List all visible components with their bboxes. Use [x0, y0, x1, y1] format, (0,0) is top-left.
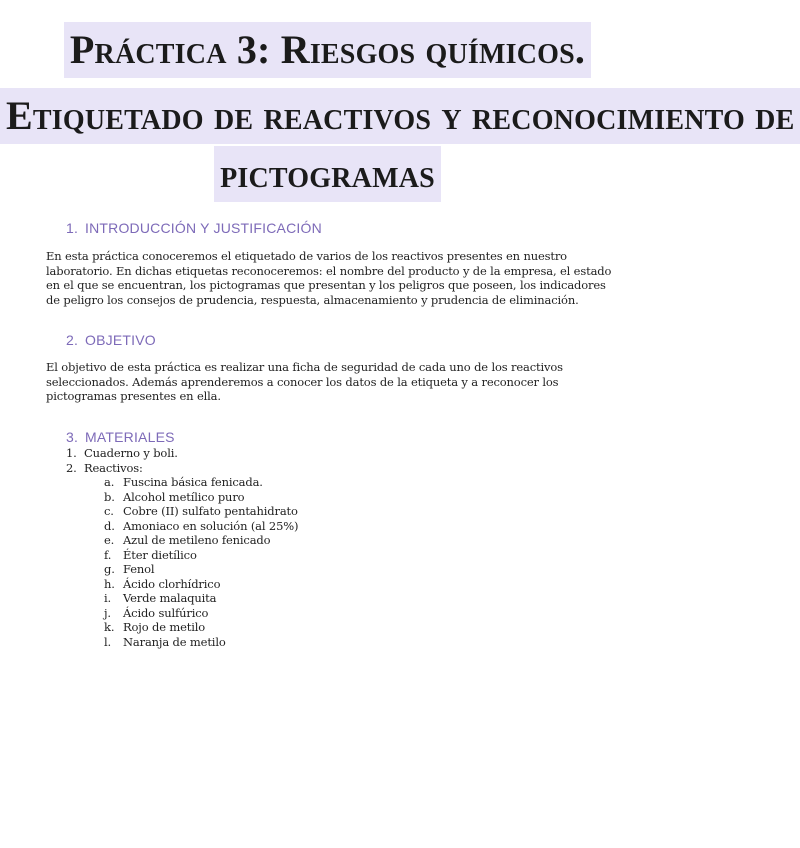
section-title: OBJETIVO: [85, 332, 156, 348]
reagent-name: Verde malaquita: [123, 591, 217, 605]
list-marker: l.: [104, 634, 112, 649]
section-title: INTRODUCCIÓN Y JUSTIFICACIÓN: [85, 220, 322, 236]
intro-paragraph: En esta práctica conoceremos el etiquetado de varios de los reactivos presentes en nuestro laboratorio. En dichas etiquetas reconoceremos: el nombre del producto y de la empresa, el estado en el que se encuentran, los pictogramas que presentan y los peligros que poseen, los indicadores de peligro los consejos de prudencia, respuesta, almacenamiento y prudencia de eliminación.: [46, 249, 612, 307]
list-item-text: Cuaderno y boli.: [84, 446, 178, 460]
section-heading-intro: [66, 220, 322, 236]
list-marker: j.: [104, 605, 111, 620]
reagent-name: Fuscina básica fenicada.: [123, 475, 263, 489]
objective-paragraph: El objetivo de esta práctica es realizar una ficha de seguridad de cada uno de los reactivos seleccionados. Además aprenderemos a conocer los datos de la etiqueta y a reconocer los pictogramas presentes en ella.: [46, 360, 563, 403]
reagent-item: [0, 490, 655, 505]
reagent-item: [0, 562, 655, 577]
list-marker: 1.: [66, 446, 77, 460]
list-marker: a.: [104, 475, 115, 489]
section-number: 2.: [66, 332, 79, 348]
list-marker: c.: [104, 504, 114, 518]
list-marker: k.: [104, 620, 115, 634]
reagent-item: [0, 577, 655, 592]
list-item-text: Reactivos:: [84, 460, 143, 475]
reagent-name: Cobre (II) sulfato pentahidrato: [123, 504, 298, 518]
list-marker: d.: [104, 518, 115, 533]
reagent-item: [0, 475, 655, 490]
reagent-name: Ácido sulfúrico: [123, 605, 209, 620]
title-line-2: Etiquetado de reactivos y reconocimiento de: [0, 88, 800, 144]
list-marker: i.: [104, 591, 112, 605]
reagent-item: [0, 519, 655, 534]
list-marker: e.: [104, 533, 115, 547]
document-title: [0, 22, 795, 202]
reagent-name: Amoniaco en solución (al 25%): [123, 518, 299, 533]
reagent-item: [0, 533, 655, 548]
reagent-item: [0, 620, 655, 635]
reagent-name: Rojo de metilo: [123, 620, 206, 634]
section-number: 3.: [66, 429, 79, 445]
section-number: 1.: [66, 220, 79, 236]
reagent-item: [0, 591, 655, 606]
title-line-1: Práctica 3: Riesgos químicos.: [64, 22, 591, 78]
materials-list: [0, 446, 655, 649]
reagent-name: Fenol: [123, 562, 155, 576]
list-marker: g.: [104, 562, 115, 576]
reagent-name: Alcohol metílico puro: [123, 489, 245, 504]
title-line-3: pictogramas: [214, 146, 441, 202]
reagent-name: Éter dietílico: [123, 547, 197, 562]
list-marker: h.: [104, 576, 115, 591]
list-marker: 2.: [66, 460, 77, 475]
reagent-item: [0, 635, 655, 650]
list-item: [0, 461, 655, 476]
reagent-item: [0, 606, 655, 621]
section-heading-objective: [66, 332, 156, 348]
list-marker: f.: [104, 547, 112, 562]
section-title: MATERIALES: [85, 429, 175, 445]
list-marker: b.: [104, 489, 115, 504]
list-item: [0, 446, 655, 461]
reagent-name: Naranja de metilo: [123, 634, 226, 649]
reagent-item: [0, 548, 655, 563]
section-heading-materials: [66, 429, 175, 445]
reagent-item: [0, 504, 655, 519]
reagent-name: Azul de metileno fenicado: [123, 533, 271, 547]
reagent-name: Ácido clorhídrico: [123, 576, 221, 591]
